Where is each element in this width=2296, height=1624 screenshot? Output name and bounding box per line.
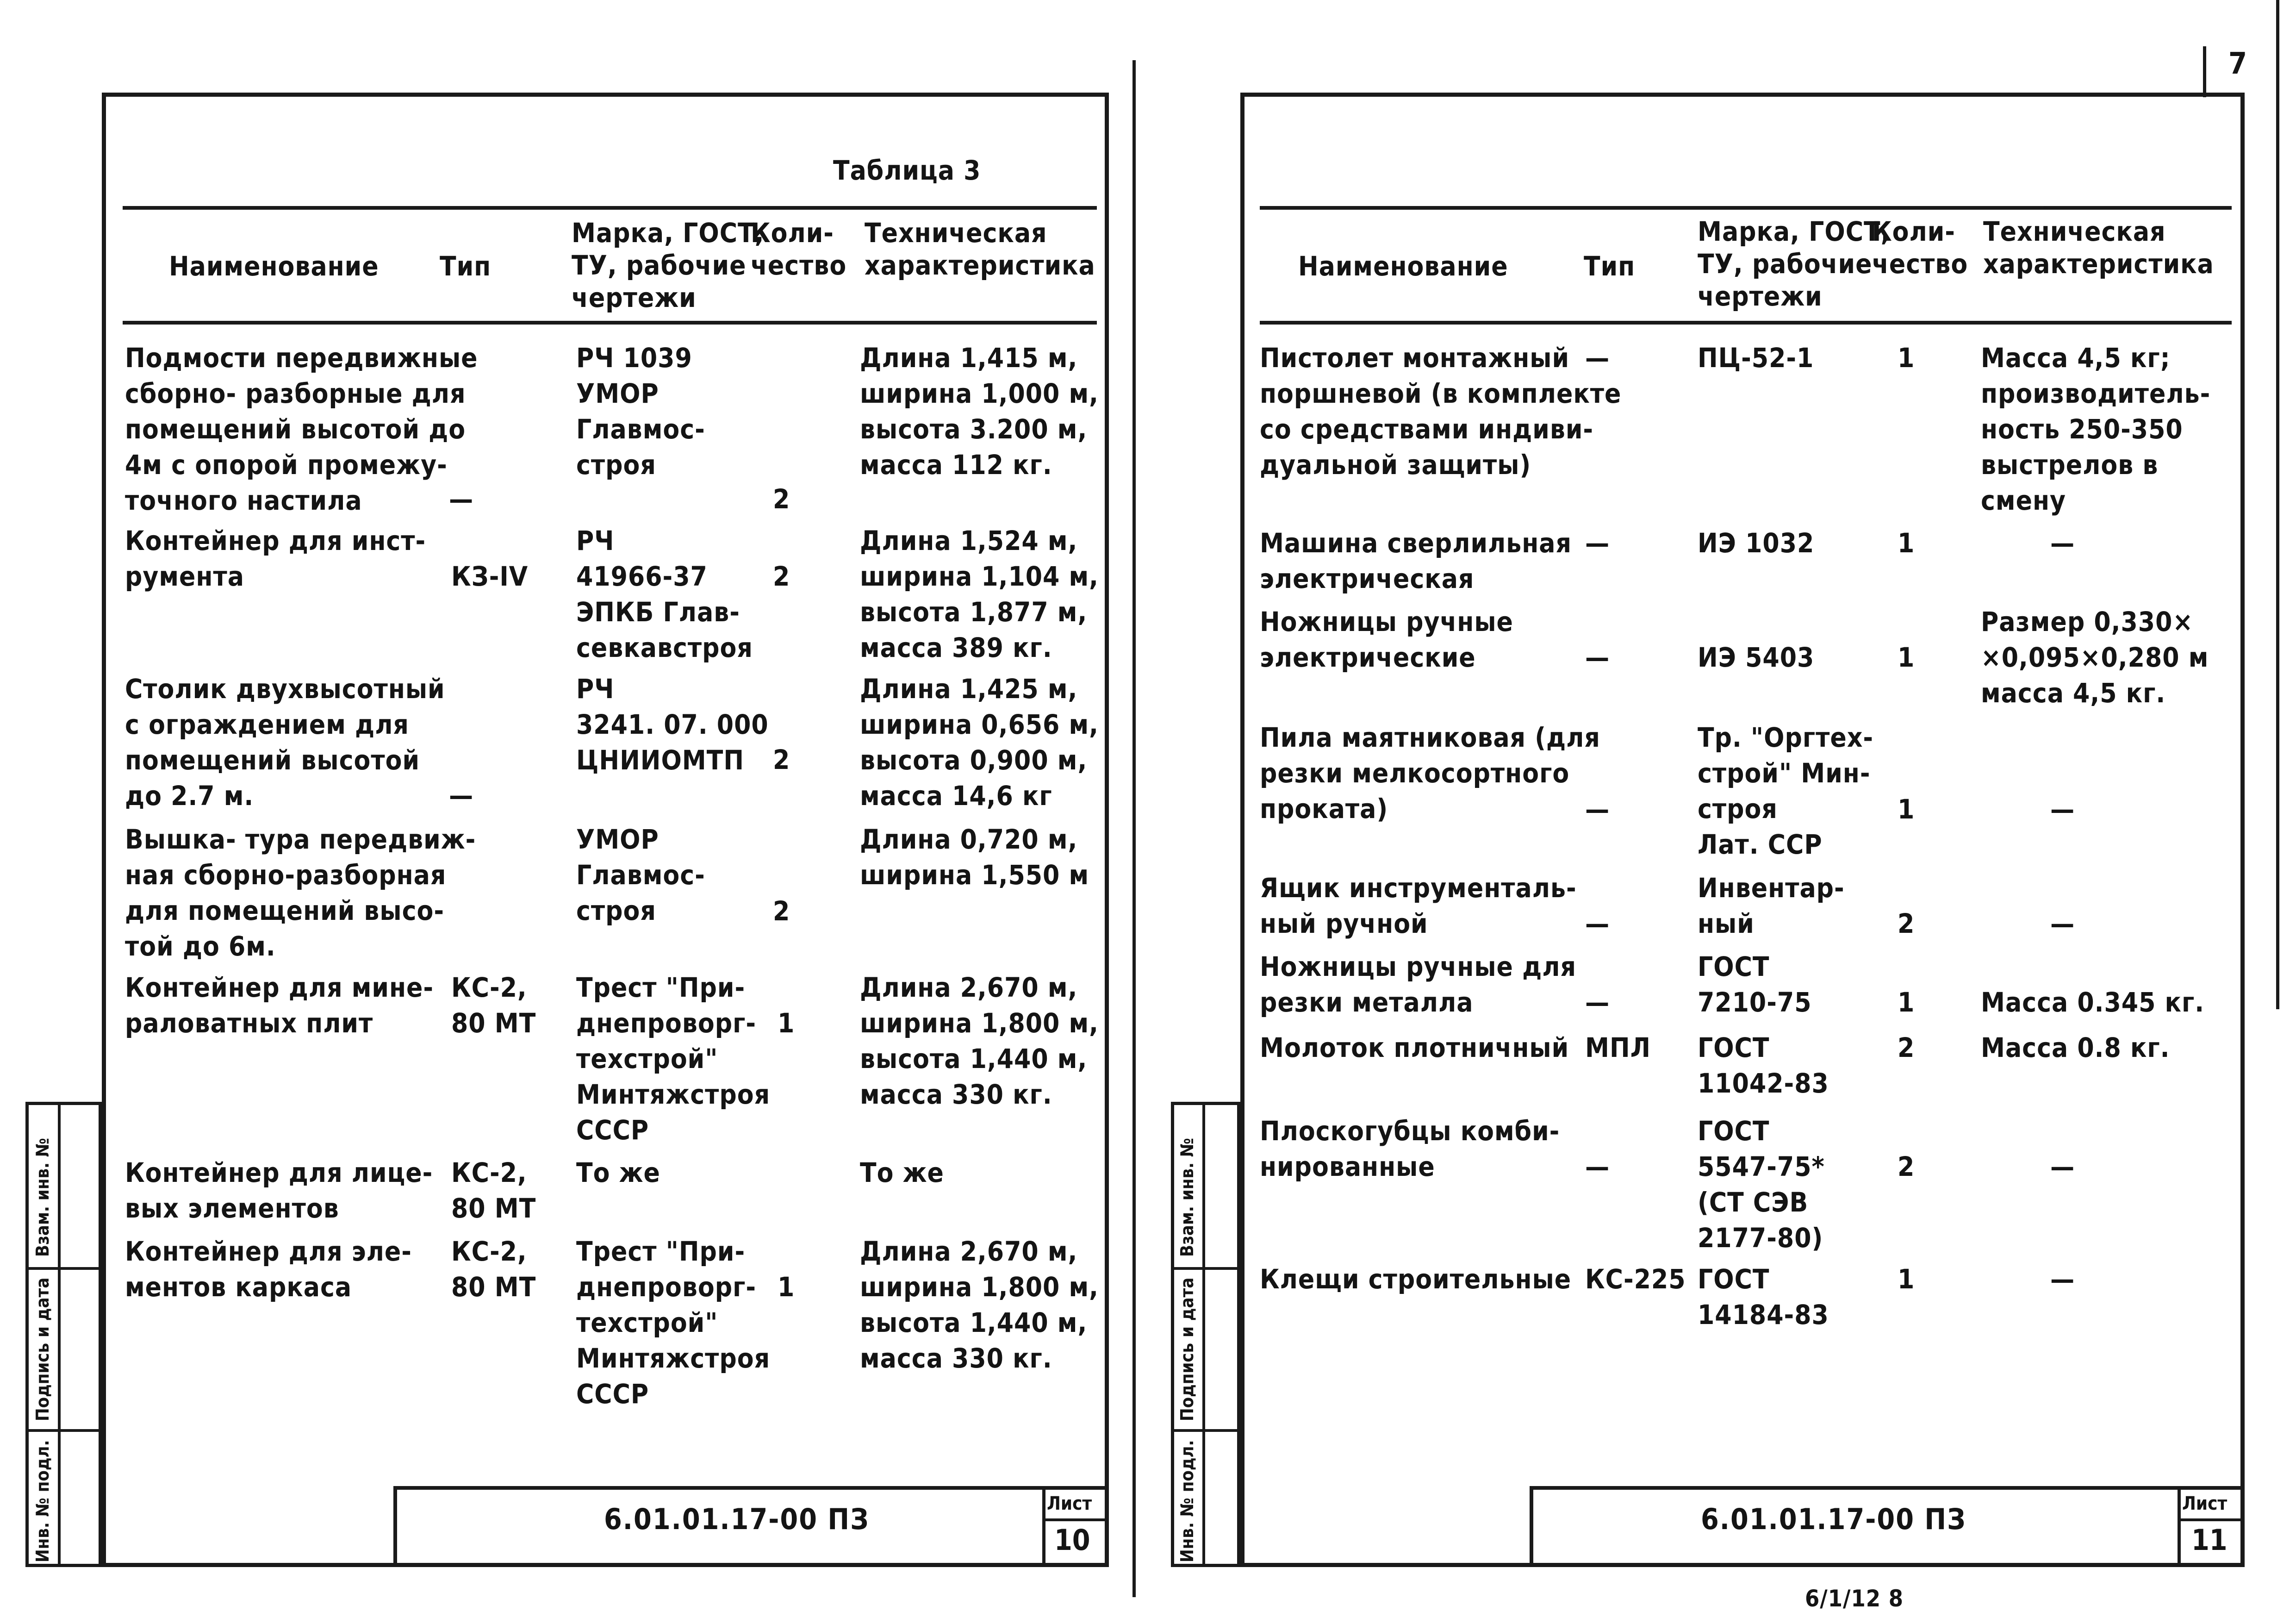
right-row-5-name: Ящик инструменталь- ный ручной — [1260, 872, 1577, 939]
corner-page-number: 7 — [2228, 47, 2248, 81]
right-side-stamp-split — [1202, 1102, 1205, 1567]
left-row-3-type: — — [449, 780, 474, 811]
left-row-3-brand: РЧ 3241. 07. 000 ЦНИИОМТП — [576, 673, 769, 776]
left-row-1-type: — — [449, 483, 474, 515]
right-row-8-type: — — [1585, 1151, 1610, 1182]
left-row-4-brand: УМОР Главмос- строя — [576, 824, 705, 926]
right-row-4-name: Пила маятниковая (для резки мелкосортного проката) — [1260, 722, 1600, 824]
left-row-5-brand: Трест "При- днепроворг- техстрой" Минтяжстроя СССР — [576, 972, 771, 1146]
left-stamp-divider — [1042, 1486, 1045, 1567]
right-row-3-qty: 1 — [1898, 642, 1915, 673]
left-row-6-spec: То же — [860, 1157, 944, 1188]
left-row-5-type: КС-2, 80 МТ — [451, 972, 536, 1039]
right-row-3-spec: Размер 0,330× ×0,095×0,280 м масса 4,5 кг. — [1981, 606, 2209, 709]
right-row-6-qty: 1 — [1898, 987, 1915, 1018]
left-row-2-type: КЗ-IV — [451, 561, 529, 592]
right-row-4-brand: Тр. "Оргтех- строй" Мин- строя Лат. ССР — [1698, 722, 1874, 860]
left-header-top-line — [123, 206, 1097, 210]
right-row-9-spec: — — [2050, 1263, 2075, 1295]
left-row-3-spec: Длина 1,425 м, ширина 0,656 м, высота 0,900 м, масса 14,6 кг — [860, 673, 1099, 812]
right-row-1-spec: Масса 4,5 кг; производитель- ность 250-350 выстрелов в смену — [1981, 342, 2211, 516]
left-row-2-name: Контейнер для инст- румента — [125, 525, 426, 592]
left-header-bottom-line — [123, 321, 1097, 325]
left-side-inv-repl: Взам. инв. № — [32, 1137, 53, 1257]
right-row-1-name: Пистолет монтажный поршневой (в комплекте со средствами индиви- дуальной защиты) — [1260, 342, 1622, 481]
right-row-2-spec: — — [2050, 527, 2075, 559]
left-row-5-name: Контейнер для мине- раловатных плит — [125, 972, 434, 1039]
right-header-spec: Техническая характеристика — [1983, 216, 2214, 280]
right-row-2-type: — — [1585, 527, 1610, 559]
left-row-3-qty: 2 — [773, 744, 790, 775]
left-row-2-brand: РЧ 41966-37 ЭПКБ Глав- севкавстроя — [576, 525, 753, 663]
right-document-code: 6.01.01.17-00 ПЗ — [1701, 1502, 1966, 1536]
left-row-4-spec: Длина 0,720 м, ширина 1,550 м — [860, 824, 1089, 891]
right-row-5-spec: — — [2050, 908, 2075, 939]
right-row-2-qty: 1 — [1898, 527, 1915, 559]
left-row-7-spec: Длина 2,670 м, ширина 1,800 м, высота 1,440 м, масса 330 кг. — [860, 1236, 1099, 1374]
right-row-7-brand: ГОСТ 11042-83 — [1698, 1032, 1829, 1099]
right-header-type: Тип — [1584, 250, 1636, 282]
right-row-1-brand: ПЦ-52-1 — [1698, 342, 1814, 374]
right-sheet-label: Лист — [2182, 1493, 2228, 1514]
right-row-6-spec: Масса 0.345 кг. — [1981, 987, 2205, 1018]
left-header-qty: Коли- чество — [751, 217, 847, 281]
left-row-5-qty: 1 — [778, 1007, 795, 1039]
left-row-2-spec: Длина 1,524 м, ширина 1,104 м, высота 1,877 м, масса 389 кг. — [860, 525, 1099, 663]
left-header-spec: Техническая характеристика — [865, 217, 1095, 281]
left-document-code: 6.01.01.17-00 ПЗ — [604, 1502, 870, 1536]
left-row-4-qty: 2 — [773, 895, 790, 927]
right-header-top-line — [1260, 206, 2232, 210]
right-row-4-spec: — — [2050, 793, 2075, 825]
right-row-8-qty: 2 — [1898, 1151, 1915, 1182]
left-side-stamp-split — [58, 1102, 61, 1567]
right-row-6-brand: ГОСТ 7210-75 — [1698, 951, 1812, 1018]
left-header-type: Тип — [440, 250, 492, 282]
left-table-label: Таблица 3 — [833, 155, 981, 186]
bottom-fragment-text: 6/1/12 8 — [1805, 1585, 1904, 1612]
left-row-1-name: Подмости передвижные сборно- разборные для помещений высотой до 4м с опорой промежу- точного настила — [125, 342, 478, 516]
right-row-2-brand: ИЭ 1032 — [1698, 527, 1815, 559]
right-sheet-number: 11 — [2191, 1523, 2228, 1557]
left-row-5-spec: Длина 2,670 м, ширина 1,800 м, высота 1,440 м, масса 330 кг. — [860, 972, 1099, 1110]
left-sheet-label: Лист — [1047, 1493, 1092, 1514]
right-row-5-type: — — [1585, 908, 1610, 939]
right-row-9-brand: ГОСТ 14184-83 — [1698, 1263, 1829, 1330]
left-sheet-number: 10 — [1054, 1523, 1090, 1557]
page-fold-line — [1132, 60, 1136, 1597]
left-side-sign-date: Подпись и дата — [32, 1277, 53, 1421]
corner-number-divider — [2203, 46, 2206, 97]
left-row-7-name: Контейнер для эле- ментов каркаса — [125, 1236, 412, 1303]
right-header-brand: Марка, ГОСТ, ТУ, рабочие чертежи — [1698, 216, 1891, 312]
left-row-1-spec: Длина 1,415 м, ширина 1,000 м, высота 3.200 м, масса 112 кг. — [860, 342, 1099, 481]
left-row-7-type: КС-2, 80 МТ — [451, 1236, 536, 1303]
right-row-4-qty: 1 — [1898, 793, 1915, 825]
right-header-name: Наименование — [1298, 250, 1508, 282]
left-row-3-name: Столик двухвысотный с ограждением для помещений высотой до 2.7 м. — [125, 673, 445, 812]
left-row-4-name: Вышка- тура передвиж- ная сборно-разборная для помещений высо- той до 6м. — [125, 824, 476, 962]
right-stamp-divider — [2178, 1486, 2181, 1567]
left-header-brand: Марка, ГОСТ, ТУ, рабочие чертежи — [572, 217, 765, 313]
right-row-9-type: КС-225 — [1585, 1263, 1686, 1295]
right-row-1-type: — — [1585, 342, 1610, 374]
left-stamp-sheet-line — [1042, 1518, 1109, 1521]
right-row-8-brand: ГОСТ 5547-75* (СТ СЭВ 2177-80) — [1698, 1115, 1825, 1254]
right-row-8-name: Плоскогубцы комби- нированные — [1260, 1115, 1560, 1182]
right-row-5-brand: Инвентар- ный — [1698, 872, 1845, 939]
right-header-bottom-line — [1260, 321, 2232, 325]
right-row-6-type: — — [1585, 987, 1610, 1018]
right-margin-line — [2276, 0, 2279, 1009]
left-row-1-qty: 2 — [773, 483, 790, 515]
right-row-7-type: МПЛ — [1585, 1032, 1651, 1063]
left-row-6-type: КС-2, 80 МТ — [451, 1157, 536, 1224]
right-row-7-name: Молоток плотничный — [1260, 1032, 1569, 1063]
right-row-3-brand: ИЭ 5403 — [1698, 642, 1815, 673]
right-row-4-type: — — [1585, 793, 1610, 825]
right-row-3-name: Ножницы ручные электрические — [1260, 606, 1513, 673]
left-row-6-name: Контейнер для лице- вых элементов — [125, 1157, 433, 1224]
right-row-1-qty: 1 — [1898, 342, 1915, 374]
right-row-2-name: Машина сверлильная электрическая — [1260, 527, 1572, 594]
right-header-qty: Коли- чество — [1872, 216, 1968, 280]
right-row-7-spec: Масса 0.8 кг. — [1981, 1032, 2170, 1063]
right-row-5-qty: 2 — [1898, 908, 1915, 939]
right-row-7-qty: 2 — [1898, 1032, 1915, 1063]
left-row-7-qty: 1 — [778, 1271, 795, 1303]
right-side-inv-orig: Инв. № подл. — [1177, 1440, 1197, 1562]
right-side-inv-repl: Взам. инв. № — [1177, 1137, 1197, 1257]
right-side-sign-date: Подпись и дата — [1177, 1277, 1197, 1421]
right-row-6-name: Ножницы ручные для резки металла — [1260, 951, 1576, 1018]
left-row-6-brand: То же — [576, 1157, 660, 1188]
left-side-inv-orig: Инв. № подл. — [32, 1440, 53, 1562]
right-row-3-type: — — [1585, 642, 1610, 673]
right-row-8-spec: — — [2050, 1151, 2075, 1182]
left-header-name: Наименование — [169, 250, 379, 282]
left-row-7-brand: Трест "При- днепроворг- техстрой" Минтяжстроя СССР — [576, 1236, 771, 1410]
left-row-2-qty: 2 — [773, 561, 790, 592]
right-row-9-name: Клещи строительные — [1260, 1263, 1572, 1295]
left-row-1-brand: РЧ 1039 УМОР Главмос- строя — [576, 342, 705, 481]
right-stamp-sheet-line — [2178, 1518, 2245, 1521]
right-row-9-qty: 1 — [1898, 1263, 1915, 1295]
